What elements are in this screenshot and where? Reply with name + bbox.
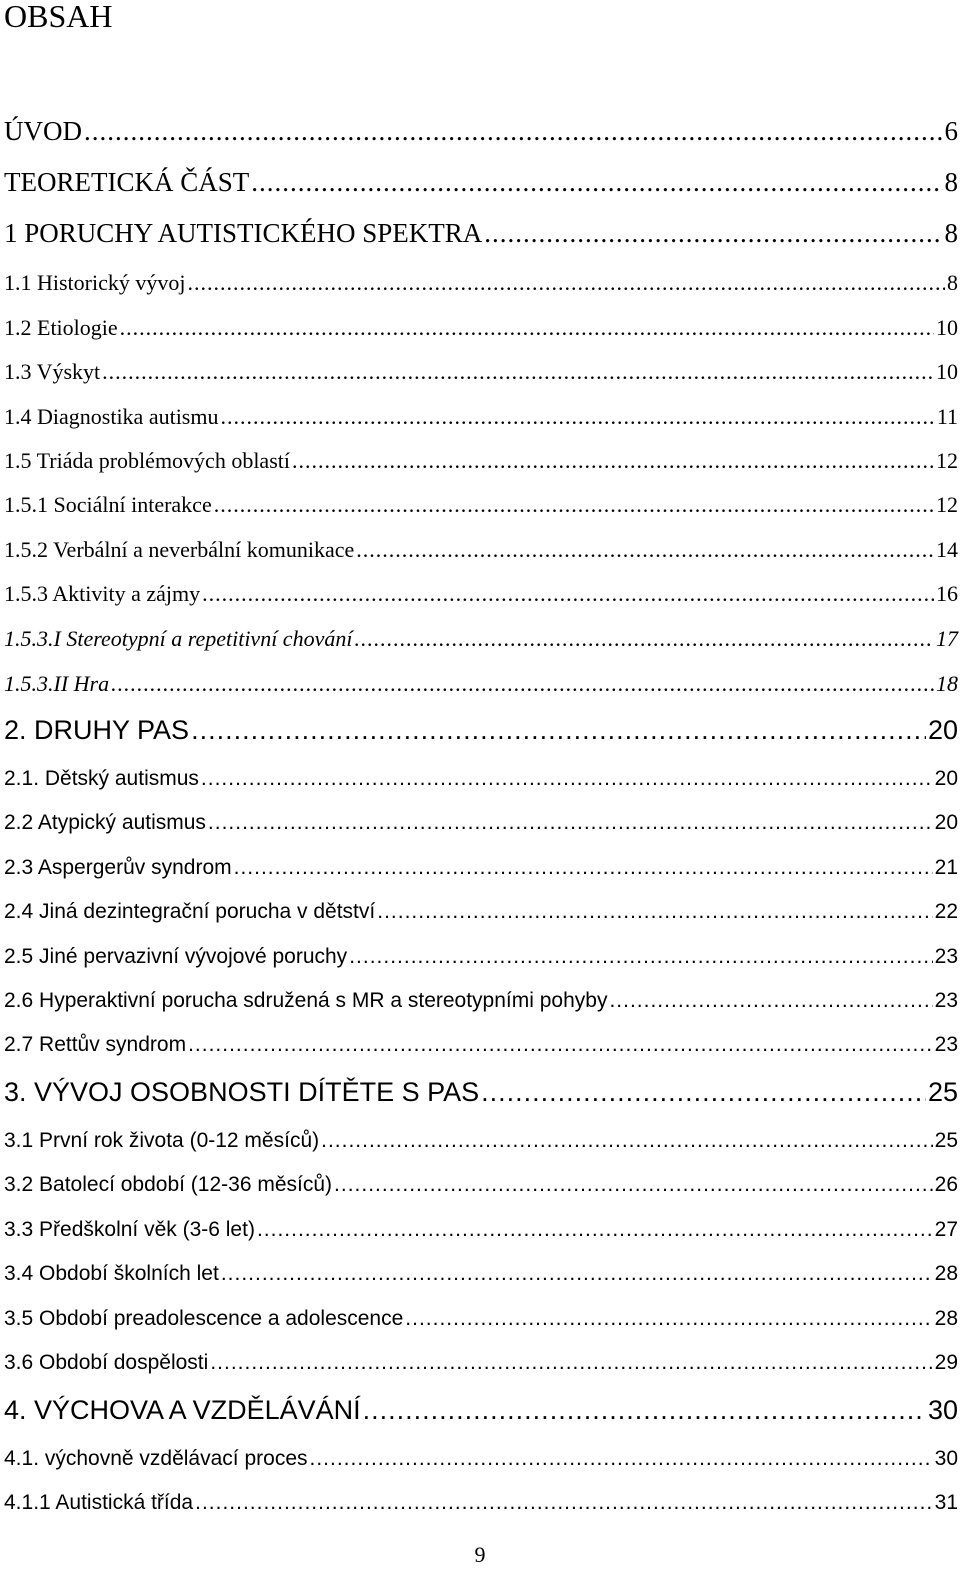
toc-entry-label: 1.5.3 Aktivity a zájmy: [4, 581, 201, 606]
toc-entry-1-5-2[interactable]: [4, 537, 958, 563]
toc-entry-2-7[interactable]: [4, 1032, 958, 1058]
toc-entry-page: 17: [936, 626, 958, 651]
dot-leader: [334, 1172, 933, 1198]
dot-leader: [191, 715, 926, 745]
toc-entry-3-4[interactable]: [4, 1261, 958, 1287]
toc-entry-2-4[interactable]: [4, 899, 958, 925]
toc-entry-1-5[interactable]: [4, 448, 958, 474]
toc-entry-label: 3.1 První rok života (0-12 měsíců): [4, 1129, 320, 1152]
toc-entry-chapter-3[interactable]: [4, 1077, 958, 1107]
toc-entry-3-5[interactable]: [4, 1306, 958, 1332]
toc-entry-label: 1.5.3.II Hra: [4, 671, 110, 696]
toc-entry-label: 3.2 Batolecí období (12-36 měsíců): [4, 1173, 333, 1196]
toc-entry-label: 1.2 Etiologie: [4, 315, 118, 340]
toc-entry-label: 2.5 Jiné pervazivní vývojové poruchy: [4, 945, 348, 968]
toc-entry-teoreticka-cast[interactable]: [4, 167, 958, 197]
toc-entry-page: 29: [934, 1351, 958, 1374]
toc-entry-label: 1.5.3.I Stereotypní a repetitivní chování: [4, 626, 353, 651]
toc-entry-page: 28: [934, 1307, 958, 1330]
dot-leader: [195, 1490, 933, 1516]
toc-entry-label: 4.1. výchovně vzdělávací proces: [4, 1447, 308, 1470]
toc-entry-1-1[interactable]: [4, 270, 958, 296]
toc-entry-label: 2.7 Rettův syndrom: [4, 1033, 187, 1056]
toc-entry-1-3[interactable]: [4, 359, 958, 385]
toc-entry-2-6[interactable]: [4, 988, 958, 1014]
toc-entry-page: 30: [934, 1447, 958, 1470]
dot-leader: [484, 218, 942, 248]
toc-entry-label: 2.6 Hyperaktivní porucha sdružená s MR a stereotypními pohyby: [4, 989, 608, 1012]
toc-entry-label: 2.1. Dětský autismus: [4, 767, 199, 790]
toc-entry-label: ÚVOD: [4, 116, 82, 146]
dot-leader: [251, 167, 942, 197]
toc-entry-page: 27: [934, 1218, 958, 1241]
toc-entry-page: 25: [927, 1077, 958, 1107]
toc-entry-label: 1.1 Historický vývoj: [4, 270, 186, 295]
toc-entry-page: 23: [934, 1033, 958, 1056]
toc-entry-1-5-3[interactable]: [4, 581, 958, 607]
toc-entry-chapter-1[interactable]: [4, 218, 958, 248]
toc-entry-1-5-1[interactable]: [4, 492, 958, 518]
toc-entry-label: 1.4 Diagnostika autismu: [4, 404, 219, 429]
toc-entry-page: 25: [934, 1129, 958, 1152]
dot-leader: [349, 944, 932, 970]
toc-entry-label: 1.5 Triáda problémových oblastí: [4, 448, 290, 473]
toc-entry-page: 16: [936, 581, 958, 606]
toc-entry-4-1[interactable]: [4, 1446, 958, 1472]
toc-entry-chapter-4[interactable]: [4, 1395, 958, 1425]
toc-entry-page: 21: [934, 856, 958, 879]
toc-entry-label: TEORETICKÁ ČÁST: [4, 167, 250, 197]
toc-entry-label: 2.3 Aspergerův syndrom: [4, 856, 232, 879]
toc-entry-3-2[interactable]: [4, 1172, 958, 1198]
toc-entry-3-1[interactable]: [4, 1128, 958, 1154]
toc-entry-uvod[interactable]: [4, 116, 958, 146]
page-title: OBSAH: [4, 0, 113, 34]
toc-entry-2-2[interactable]: [4, 810, 958, 836]
toc-entry-page: 12: [936, 448, 958, 473]
toc-entry-page: 8: [947, 270, 958, 295]
toc-entry-page: 26: [934, 1173, 958, 1196]
dot-leader: [220, 404, 934, 430]
toc-entry-page: 11: [936, 404, 958, 429]
toc-entry-chapter-2[interactable]: [4, 715, 958, 745]
toc-entry-label: 1.3 Výskyt: [4, 359, 101, 384]
dot-leader: [188, 270, 946, 296]
toc-entry-2-3[interactable]: [4, 855, 958, 881]
toc-entry-page: 20: [927, 715, 958, 745]
dot-leader: [609, 988, 932, 1014]
toc-entry-page: 14: [936, 537, 958, 562]
dot-leader: [234, 855, 933, 881]
dot-leader: [356, 537, 934, 563]
toc-entry-1-5-3-ii[interactable]: [4, 671, 958, 697]
dot-leader: [292, 448, 934, 474]
dot-leader: [84, 116, 943, 146]
dot-leader: [188, 1032, 933, 1058]
toc-entry-page: 30: [927, 1395, 958, 1425]
toc-entry-page: 22: [934, 900, 958, 923]
toc-entry-label: 1.5.1 Sociální interakce: [4, 492, 212, 517]
toc-entry-page: 31: [934, 1491, 958, 1514]
toc-entry-label: 1 PORUCHY AUTISTICKÉHO SPEKTRA: [4, 218, 483, 248]
toc-entry-label: 3.3 Předškolní věk (3-6 let): [4, 1218, 255, 1241]
dot-leader: [202, 581, 934, 607]
dot-leader: [221, 1261, 933, 1287]
toc-entry-2-5[interactable]: [4, 944, 958, 970]
toc-entry-page: 20: [934, 811, 958, 834]
dot-leader: [321, 1128, 933, 1154]
dot-leader: [102, 359, 934, 385]
toc-entry-page: 6: [944, 116, 958, 146]
toc-entry-page: 23: [934, 989, 958, 1012]
toc-entry-page: 8: [944, 218, 958, 248]
dot-leader: [363, 1395, 926, 1425]
toc-entry-page: 12: [936, 492, 958, 517]
toc-entry-label: 1.5.2 Verbální a neverbální komunikace: [4, 537, 355, 562]
dot-leader: [214, 492, 934, 518]
toc-entry-4-1-1[interactable]: [4, 1490, 958, 1516]
dot-leader: [210, 1350, 932, 1376]
toc-entry-3-3[interactable]: [4, 1217, 958, 1243]
toc-entry-page: 8: [944, 167, 958, 197]
dot-leader: [481, 1077, 926, 1107]
toc-entry-label: 4. VÝCHOVA A VZDĚLÁVÁNÍ: [4, 1395, 361, 1425]
dot-leader: [201, 766, 933, 792]
dot-leader: [111, 671, 934, 697]
dot-leader: [377, 899, 932, 925]
toc-entry-1-5-3-i[interactable]: [4, 626, 958, 652]
toc-entry-page: 10: [936, 315, 958, 340]
dot-leader: [405, 1306, 932, 1332]
toc-entry-label: 2.2 Atypický autismus: [4, 811, 206, 834]
toc-entry-1-2[interactable]: [4, 315, 958, 341]
toc-entry-label: 2. DRUHY PAS: [4, 715, 190, 745]
dot-leader: [354, 626, 934, 652]
toc-entry-label: 3. VÝVOJ OSOBNOSTI DÍTĚTE S PAS: [4, 1077, 480, 1107]
dot-leader: [310, 1446, 933, 1472]
toc-entry-page: 18: [936, 671, 958, 696]
toc-entry-label: 4.1.1 Autistická třída: [4, 1491, 194, 1514]
dot-leader: [120, 315, 934, 341]
toc-entry-page: 23: [934, 945, 958, 968]
dot-leader: [257, 1217, 933, 1243]
toc-entry-label: 3.6 Období dospělosti: [4, 1351, 209, 1374]
toc-entry-label: 2.4 Jiná dezintegrační porucha v dětství: [4, 900, 376, 923]
toc-entry-page: 20: [934, 767, 958, 790]
toc-entry-2-1[interactable]: [4, 766, 958, 792]
toc-entry-label: 3.5 Období preadolescence a adolescence: [4, 1307, 404, 1330]
toc-entry-page: 10: [936, 359, 958, 384]
page-number: 9: [474, 1542, 486, 1567]
toc-entry-label: 3.4 Období školních let: [4, 1262, 219, 1285]
toc-entry-3-6[interactable]: [4, 1350, 958, 1376]
toc-entry-page: 28: [934, 1262, 958, 1285]
toc-entry-1-4[interactable]: [4, 404, 958, 430]
dot-leader: [208, 810, 933, 836]
